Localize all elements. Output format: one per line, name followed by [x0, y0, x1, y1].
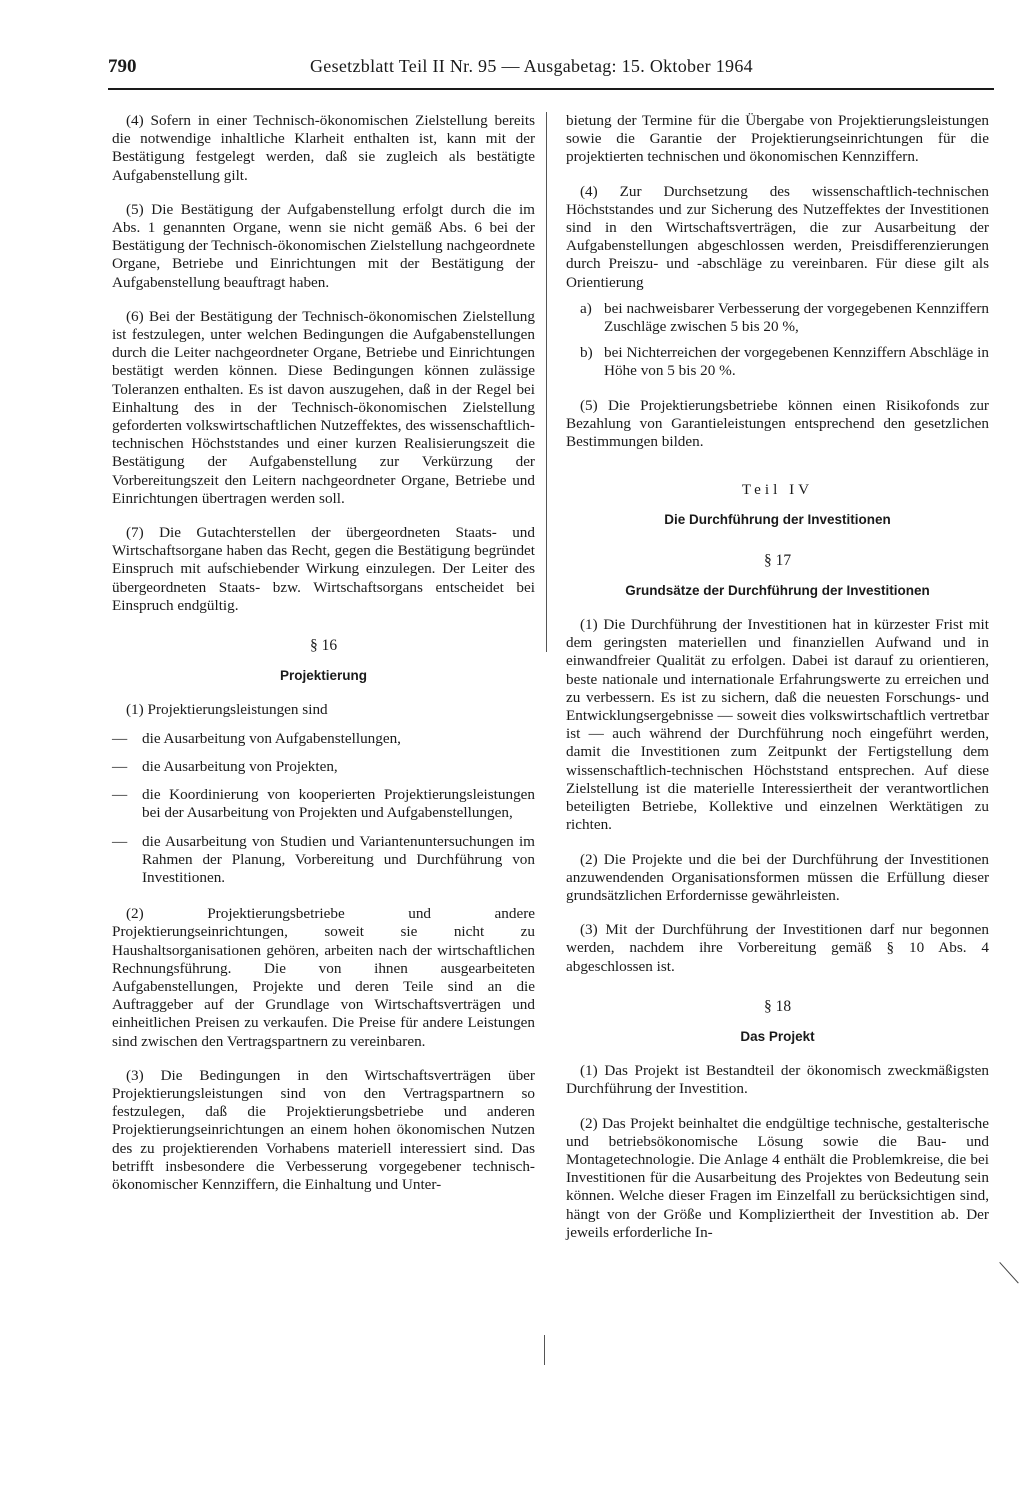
right-column	[566, 112, 989, 1258]
list-item-text: die Ausarbeitung von Aufgabenstellungen,	[142, 729, 401, 747]
column-divider	[546, 112, 547, 652]
list-item-text: die Ausarbeitung von Projekten,	[142, 757, 338, 775]
paragraph: (1) Die Durchführung der Investitionen hat in kürzester Frist mit dem geringsten materiellen und finanziellen Aufwand und in einwandfreier Qualität zu erfolgen. Dabei ist darauf zu orientieren, beste nationale und internationale Erfahrungswerte zu erreichen und zu verbessern. Es ist zu sichern, daß die neuesten Forschungs- und Entwicklungsergebnisse — soweit dies volkswirtschaftlich vertretbar ist — auch während der Durchführung noch eingeführt werden, damit die Investitionen zum Zeitpunkt der Fertigstellung dem wissenschaftlich-technischen Höchststand entsprechen. Auf diese Zielstellung ist die materielle Interessiertheit der verantwortlichen beteiligten Betriebe, Kollektive und einzelnen Werktätigen zu richten.	[566, 616, 989, 834]
paragraph: (4) Sofern in einer Technisch-ökonomischen Zielstellung bereits die notwendige inhaltliche Klarheit enthalten ist, kann mit der Bestätigung festgelegt werden, daß sie zugleich als bestätigte Aufgabenstellung gilt.	[112, 112, 535, 184]
paragraph: bietung der Termine für die Übergabe von Projektierungsleistungen sowie die Garantie der Projektierungseinrichtungen für die projektierten technischen und ökonomischen Kennziffern.	[566, 112, 989, 166]
section-title: Grundsätze der Durchführung der Investitionen	[625, 582, 930, 598]
section-number: § 17	[763, 551, 792, 569]
paragraph: (1) Projektierungsleistungen sind	[126, 701, 328, 719]
list-item-text: bei nachweisbarer Verbesserung der vorgegebenen Kennziffern Zuschläge zwischen 5 bis 20 %,	[604, 299, 989, 336]
dash-mark: —	[112, 786, 128, 804]
section-number: § 16	[309, 637, 338, 655]
dash-mark: —	[112, 729, 128, 747]
paragraph: (5) Die Bestätigung der Aufgabenstellung erfolgt durch die im Abs. 1 genannten Organe, wenn sie nicht gemäß Abs. 6 bei der Bestätigung der Technisch-ökonomischen Zielstellung nachgeordnete Organe, Betriebe und Einrichtungen mit der Bestätigung der Aufgabenstellung beauftragt haben.	[112, 200, 535, 291]
paragraph: (2) Projektierungsbetriebe und andere Projektierungseinrichtungen, soweit sie nicht zu Haushaltsorganisationen gehören, arbeiten nach der wirtschaftlichen Rechnungsführung. Die von ihnen ausgearbeiteten Aufgabenstellungen, Projekte und deren Teile sind an die Auftraggeber auf der Grundlage von Wirtschaftsverträgen und einheitlichen Preisen zu verkaufen. Die Preise für andere Leistungen sind zwischen den Vertragspartnern zu vereinbaren.	[112, 905, 535, 1050]
section-number: § 18	[763, 997, 792, 1015]
list-item	[566, 344, 989, 380]
list-item-text: bei Nichterreichen der vorgegebenen Kennziffern Abschläge in Höhe von 5 bis 20 %.	[604, 344, 989, 380]
dash-mark: —	[112, 757, 128, 775]
list-marker: a)	[580, 299, 592, 317]
section-title: Das Projekt	[740, 1028, 815, 1044]
list-item	[112, 833, 535, 888]
paragraph: (3) Mit der Durchführung der Investitionen darf nur begonnen werden, nachdem ihre Vorbereitung gemäß § 10 Abs. 4 abgeschlossen ist.	[566, 921, 989, 975]
list-marker: b)	[580, 344, 593, 362]
paragraph: (4) Zur Durchsetzung des wissenschaftlich-technischen Höchststandes und zur Sicherung des Nutzeffektes der Investitionen sind in den Wirtschaftsverträgen, die zur Ausarbeitung der Aufgabenstellungen abgeschlossen werden, Preisdifferenzierungen durch Preiszu- und -abschläge zu vereinbaren. Für diese gilt als Orientierung	[566, 182, 989, 291]
list-item	[112, 758, 535, 776]
paragraph: (7) Die Gutachterstellen der übergeordneten Staats- und Wirtschaftsorgane haben das Recht, gegen die Bestätigung begründet Einspruch mit aufschiebender Wirkung einzulegen. Der Leiter des übergeordneten Staats- bzw. Wirtschaftsorgans entscheidet bei Einspruch endgültig.	[112, 524, 535, 614]
paragraph: (5) Die Projektierungsbetriebe können einen Risikofonds zur Bezahlung von Garantieleistungen entsprechend den gesetzlichen Bestimmungen bilden.	[566, 396, 989, 451]
margin-mark	[999, 1262, 1018, 1283]
column-divider	[544, 1335, 545, 1365]
part-title: Die Durchführung der Investitionen	[664, 512, 891, 528]
dash-mark: —	[112, 832, 128, 850]
paragraph: (2) Die Projekte und die bei der Durchführung der Investitionen anzuwendenden Organisationsformen müssen die Erfüllung dieser grundsätzlichen Erfordernisse gewährleisten.	[566, 850, 989, 904]
header-title: Gesetzblatt Teil II Nr. 95 — Ausgabetag: 15. Oktober 1964	[310, 56, 753, 76]
paragraph: (1) Das Projekt ist Bestandteil der ökonomisch zweckmäßigsten Durchführung der Investition.	[566, 1062, 989, 1098]
left-column	[112, 112, 535, 1210]
page-header	[108, 56, 994, 84]
paragraph: (3) Die Bedingungen in den Wirtschaftsverträgen über Projektierungsleistungen sind von den Vertragspartnern so festzulegen, daß die Projektierungsbetriebe und anderen Projektierungseinrichtungen an einem hohen ökonomischen Nutzen des zu projektierenden Vorhabens materiell interessiert sind. Das betrifft insbesondere die Verbesserung vorgegebener technisch-ökonomischer Kennziffern, die Einhaltung und Unter-	[112, 1066, 535, 1193]
list-item-text: die Ausarbeitung von Studien und Variantenuntersuchungen im Rahmen der Planung, Vorbereitung und Durchführung von Investitionen.	[142, 832, 535, 886]
section-title: Projektierung	[279, 668, 368, 684]
page-number: 790	[108, 56, 137, 77]
list-item	[566, 300, 989, 336]
header-rule	[108, 88, 994, 90]
list-item-text: die Koordinierung von kooperierten Projektierungsleistungen bei der Ausarbeitung von Projekten und Aufgabenstellungen,	[142, 786, 535, 822]
list-item	[112, 730, 535, 748]
part-heading: Teil IV	[741, 481, 814, 499]
paragraph: (6) Bei der Bestätigung der Technisch-ökonomischen Zielstellung ist festzulegen, unter welchen Bedingungen die Aufgabenstellungen durch die Leiter nachgeordneter Organe, Betriebe und Einrichtungen bestätigt werden können. Diese Bedingungen können zulässige Toleranzen enthalten. Es ist davon auszugehen, daß in der Regel bei Einhaltung des in der Technisch-ökonomischen Zielstellung geforderten volkswirtschaftlichen Nutzeffektes, des wissenschaftlich-technischen Höchststandes und einer kurzen Realisierungszeit die Bestätigung der Aufgabenstellung zur Verkürzung der Vorbereitungszeit den Leitern nachgeordneter Organe, Betriebe und Einrichtungen übertragen werden soll.	[112, 307, 535, 507]
paragraph: (2) Das Projekt beinhaltet die endgültige technische, gestalterische und betriebsökonomische Lösung sowie die Bau- und Montagetechnologie. Die Anlage 4 enthält die Problemkreise, die bei Investitionen für die Ausarbeitung des Projektes von Bedeutung sein können. Welche dieser Fragen im Einzelfall zu berücksichtigen sind, hängt von der Größe und Kompliziertheit der Investition ab. Der jeweils erforderliche In-	[566, 1114, 989, 1241]
list-item	[112, 786, 535, 822]
